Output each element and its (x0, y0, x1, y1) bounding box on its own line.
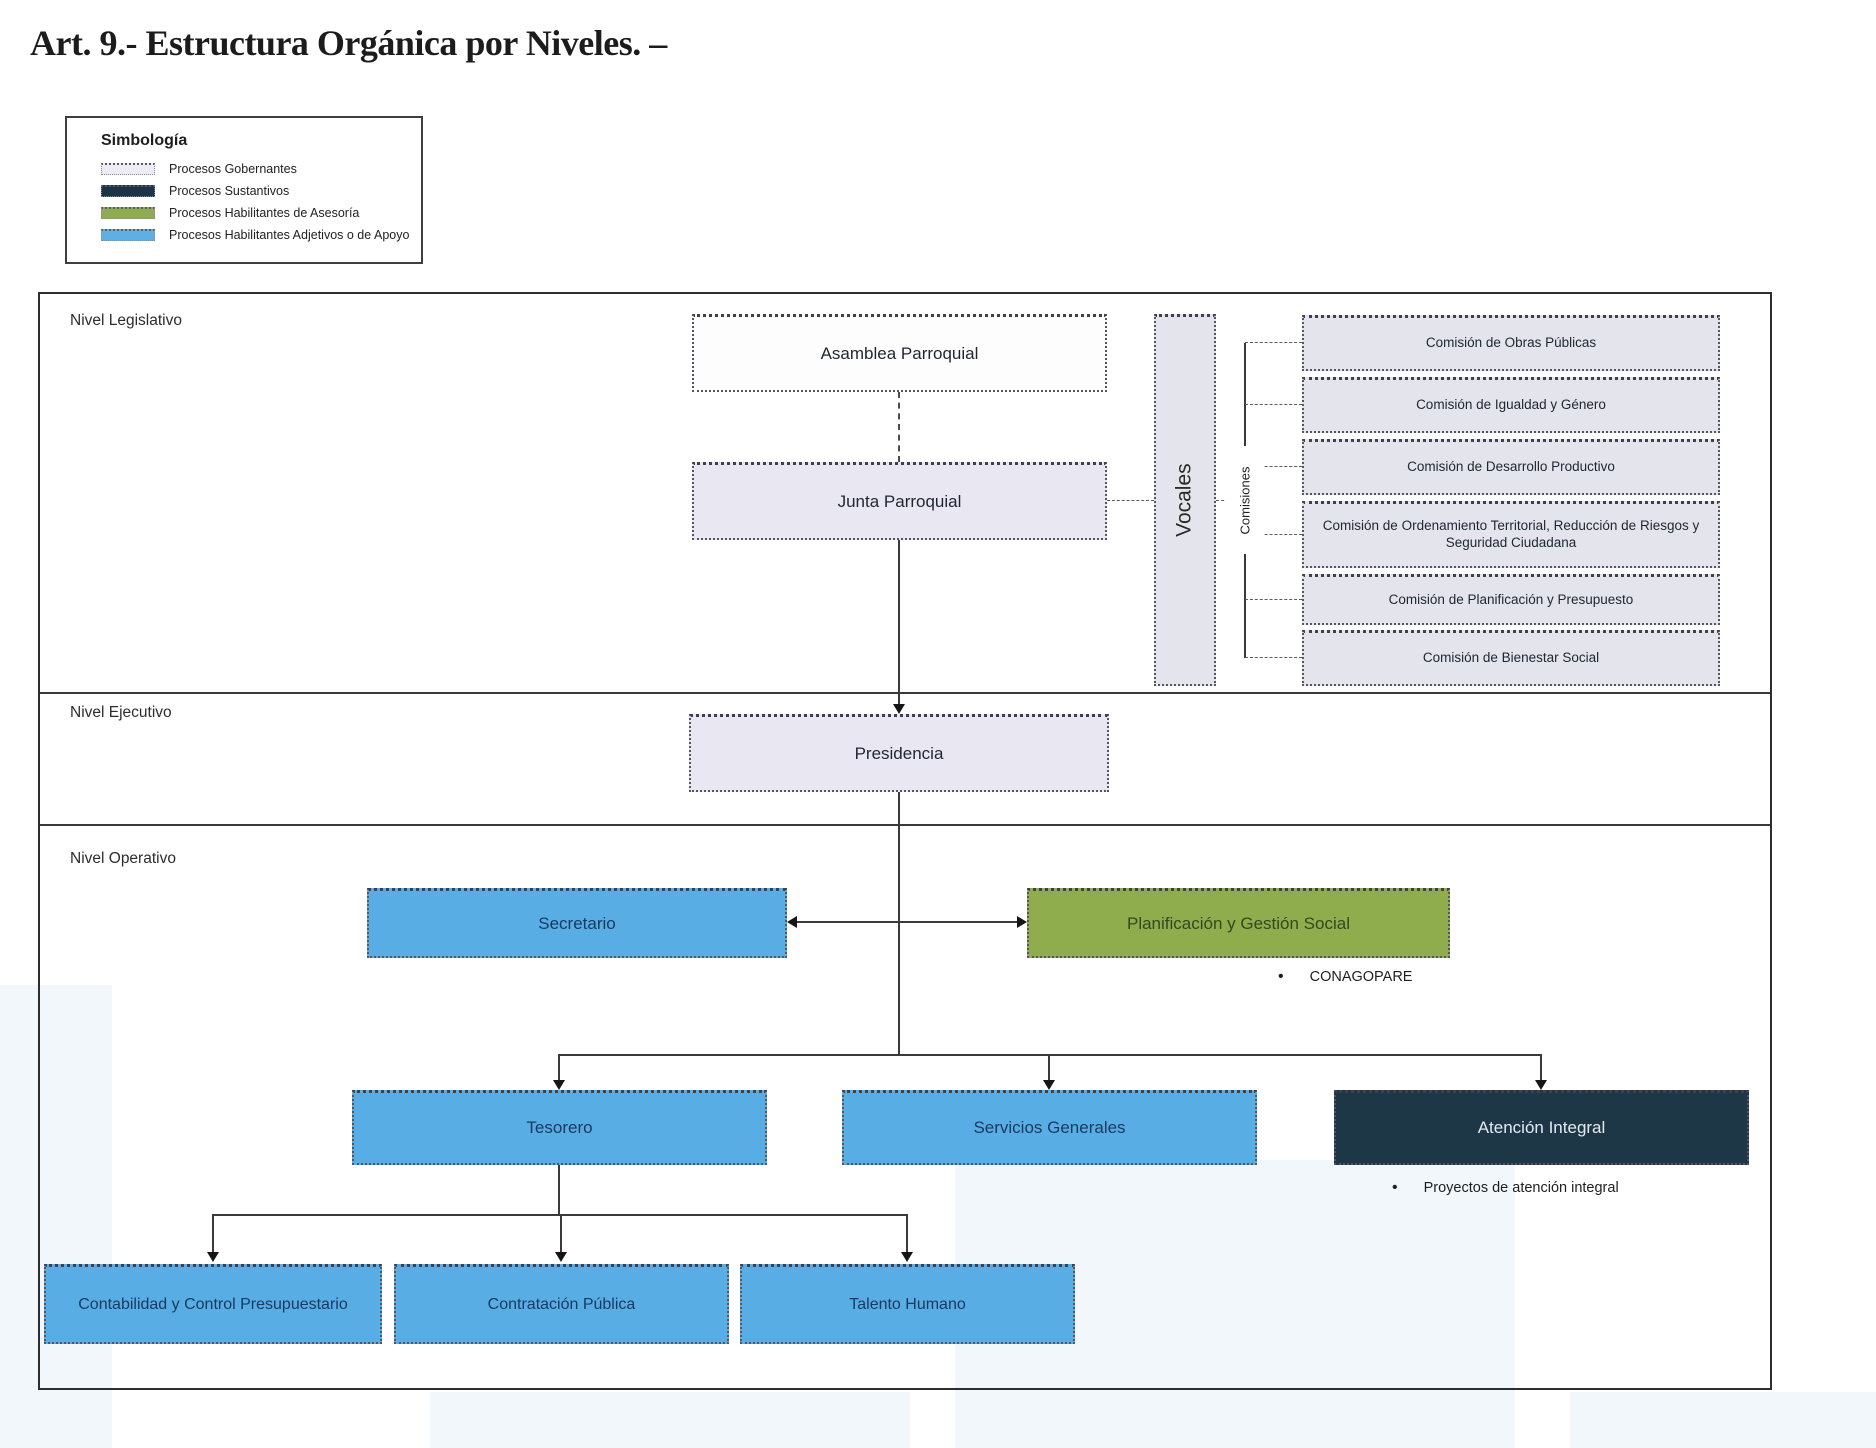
drop-tesorero (558, 1054, 560, 1082)
connector-presidencia-branch (898, 792, 900, 1054)
arrowhead-secretario (787, 916, 797, 928)
drop-servicios (1048, 1054, 1050, 1082)
node-comision-bienestar-social: Comisión de Bienestar Social (1302, 630, 1720, 686)
bullet-conagopare (1278, 968, 1412, 986)
level-label-ejecutivo: Nivel Ejecutivo (70, 704, 172, 721)
level-divider (40, 692, 1770, 694)
bullet-label: Proyectos de atención integral (1423, 1180, 1619, 1196)
bullet-dot: • (1278, 968, 1284, 985)
connector-comision (1245, 599, 1302, 600)
arrowhead-talento (901, 1252, 913, 1262)
connector-comision (1245, 342, 1302, 343)
legend-label: Procesos Sustantivos (169, 184, 290, 198)
arrowhead-planificacion (1017, 916, 1027, 928)
connector-tesorero-branch (558, 1165, 560, 1214)
legend-label: Procesos Gobernantes (169, 162, 297, 176)
arrowhead-contabilidad (207, 1252, 219, 1262)
connector-secretario-planificacion (793, 921, 1023, 923)
node-comision-igualdad-genero: Comisión de Igualdad y Género (1302, 377, 1720, 433)
org-chart-frame (38, 292, 1772, 1390)
article-title: Art. 9.- Estructura Orgánica por Niveles. – (30, 23, 667, 63)
legend-item (101, 202, 421, 224)
vocales-label: Vocales (1172, 463, 1196, 538)
node-vocales (1154, 314, 1216, 686)
node-asamblea-parroquial: Asamblea Parroquial (692, 314, 1107, 392)
node-junta-parroquial: Junta Parroquial (692, 462, 1107, 540)
node-contabilidad-control: Contabilidad y Control Presupuestario (44, 1264, 382, 1344)
legend-item (101, 180, 421, 202)
scan-tint (430, 1392, 910, 1448)
node-presidencia: Presidencia (689, 714, 1109, 792)
node-comision-ordenamiento-territorial: Comisión de Ordenamiento Territorial, Reducción de Riesgos y Seguridad Ciudadana (1302, 501, 1720, 568)
bullet-proyectos (1392, 1179, 1619, 1197)
connector-comision (1245, 404, 1302, 405)
arrowhead-tesorero (553, 1080, 565, 1090)
arrowhead-presidencia (893, 704, 905, 714)
connector-junta-vocales (1107, 500, 1154, 501)
node-tesorero: Tesorero (352, 1090, 767, 1165)
legend-box (65, 116, 423, 264)
bullet-label: CONAGOPARE (1309, 969, 1413, 985)
drop-contabilidad (212, 1214, 214, 1254)
legend-label: Procesos Habilitantes Adjetivos o de Apoyo (169, 228, 410, 242)
arrowhead-atencion (1535, 1080, 1547, 1090)
level-divider (40, 824, 1770, 826)
node-talento-humano: Talento Humano (740, 1264, 1075, 1344)
legend-swatch-sustantivos (101, 185, 155, 197)
arrowhead-contratacion (555, 1252, 567, 1262)
node-comision-desarrollo-productivo: Comisión de Desarrollo Productivo (1302, 439, 1720, 495)
level-label-operativo: Nivel Operativo (70, 850, 176, 867)
node-atencion-integral: Atención Integral (1334, 1090, 1749, 1165)
node-comision-planificacion-presupuesto: Comisión de Planificación y Presupuesto (1302, 574, 1720, 625)
legend-item (101, 224, 421, 246)
comisiones-group-label: Comisiones (1226, 446, 1264, 554)
legend-item (101, 158, 421, 180)
node-comision-obras-publicas: Comisión de Obras Públicas (1302, 315, 1720, 371)
connector-asamblea-junta (898, 392, 900, 462)
arrowhead-servicios (1043, 1080, 1055, 1090)
legend-swatch-apoyo (101, 229, 155, 241)
node-servicios-generales: Servicios Generales (842, 1090, 1257, 1165)
drop-contratacion (560, 1214, 562, 1254)
node-planificacion-gestion-social: Planificación y Gestión Social (1027, 888, 1450, 958)
branch-line-departments (559, 1054, 1541, 1056)
scan-tint (1570, 1392, 1876, 1448)
legend-swatch-gobernantes (101, 163, 155, 175)
drop-atencion (1540, 1054, 1542, 1082)
bullet-dot: • (1392, 1179, 1398, 1196)
node-secretario: Secretario (367, 888, 787, 958)
legend-title: Simbología (101, 132, 188, 149)
node-contratacion-publica: Contratación Pública (394, 1264, 729, 1344)
legend-swatch-asesoria (101, 207, 155, 219)
connector-junta-presidencia (898, 540, 900, 706)
drop-talento (906, 1214, 908, 1254)
legend-label: Procesos Habilitantes de Asesoría (169, 206, 360, 220)
level-label-legislativo: Nivel Legislativo (70, 312, 182, 329)
connector-comision (1245, 657, 1302, 658)
